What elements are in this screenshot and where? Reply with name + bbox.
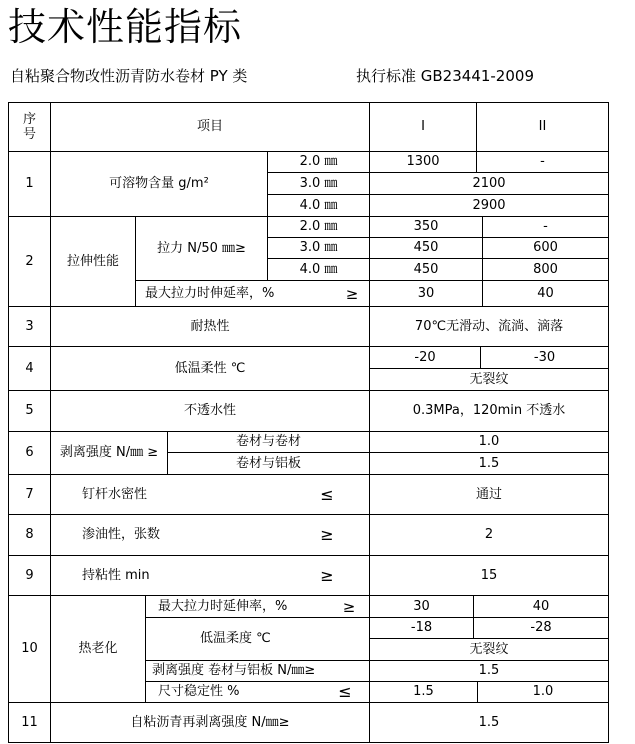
row11-no: 11 [21, 714, 38, 730]
row9-no: 9 [25, 567, 34, 583]
row10-sub-2-value: 无裂纹 [469, 641, 509, 657]
row4-value-b: -30 [533, 349, 556, 365]
row9-operator: ≥ [320, 565, 334, 585]
row2-value-2b: 600 [533, 240, 558, 255]
row1-value-2: 2100 [472, 175, 506, 191]
row2-value-3b: 800 [533, 261, 558, 277]
item-header: 项目 [196, 119, 223, 134]
row4-value: 无裂纹 [469, 371, 509, 387]
row2-thickness-1: 2.0 ㎜ [299, 219, 338, 234]
row4-no: 4 [25, 360, 34, 376]
col1-header: I [421, 119, 425, 134]
row11-name: 自粘沥青再剥离强度 N/㎜≥ [130, 714, 290, 730]
product-name: 自粘聚合物改性沥青防水卷材 PY 类 [10, 67, 248, 85]
row2-value-1b: - [543, 219, 548, 234]
row10-sub-3-value: 1.5 [478, 663, 500, 678]
seq-header-1: 序 [22, 112, 36, 127]
row9-name: 持粘性 min [82, 567, 150, 583]
row10-sub-1-b: 40 [532, 598, 550, 614]
row2-elongation-label: 最大拉力时伸延率，% [145, 285, 275, 301]
row7-operator: ≤ [320, 484, 334, 504]
row10-sub-1-a: 30 [413, 598, 430, 614]
row8-no: 8 [25, 527, 34, 542]
row6-value-2: 1.5 [478, 455, 500, 471]
row7-value: 通过 [475, 486, 502, 502]
row2-value-1a: 350 [413, 219, 439, 234]
row10-sub-1-operator: ≥ [342, 597, 356, 616]
row2-no: 2 [25, 253, 34, 269]
row2-value-3a: 450 [413, 261, 439, 277]
row10-sub-2-b: -28 [530, 620, 552, 635]
row11-value: 1.5 [478, 714, 500, 730]
row7-no: 7 [25, 486, 34, 502]
row7-name: 钉杆水密性 [82, 486, 148, 502]
col2-header: II [538, 119, 547, 134]
row6-sub-2: 卷材与铝板 [235, 455, 301, 471]
row2-elongation-operator: ≥ [345, 284, 359, 303]
row9-value: 15 [480, 567, 498, 583]
row10-sub-2-a: -18 [410, 620, 433, 635]
row10-sub-4-a: 1.5 [413, 684, 434, 699]
row1-thickness-1: 2.0 ㎜ [299, 154, 338, 169]
row1-value-1b: - [540, 154, 545, 169]
row1-thickness-2: 3.0 ㎜ [299, 175, 338, 191]
row5-no: 5 [25, 403, 34, 418]
row6-no: 6 [25, 445, 34, 460]
row1-no: 1 [25, 176, 34, 191]
row3-name: 耐热性 [190, 318, 230, 334]
row4-value-a: -20 [414, 349, 436, 365]
row10-sub-1: 最大拉力时延伸率，% [158, 598, 288, 614]
row8-value: 2 [484, 527, 494, 542]
page-title: 技术性能指标 [8, 5, 243, 49]
row8-name: 渗油性，张数 [82, 527, 161, 542]
row1-value-1a: 1300 [406, 154, 440, 169]
standard-label: 执行标准 GB23441-2009 [356, 67, 534, 85]
row10-name: 热老化 [78, 641, 118, 656]
row6-name: 剥离强度 N/㎜ ≥ [59, 445, 159, 460]
row10-no: 10 [21, 641, 38, 656]
row10-sub-2: 低温柔度 ℃ [200, 631, 271, 646]
row2-name: 拉伸性能 [66, 253, 119, 269]
row1-value-3: 2900 [472, 197, 506, 213]
row2-elongation-b: 40 [537, 285, 554, 301]
seq-header [9, 103, 50, 151]
row2-thickness-3: 4.0 ㎜ [299, 261, 338, 277]
row6-value-1: 1.0 [478, 434, 500, 449]
row3-no: 3 [25, 318, 34, 334]
row2-elongation-a: 30 [417, 285, 435, 301]
row3-value: 70℃无滑动、流淌、滴落 [414, 318, 564, 334]
row10-sub-4: 尺寸稳定性 % [158, 684, 240, 699]
row5-value: 0.3MPa，120min 不透水 [412, 403, 566, 418]
row8-operator: ≥ [320, 525, 334, 544]
row1-thickness-3: 4.0 ㎜ [299, 197, 338, 213]
row10-sub-4-operator: ≤ [338, 682, 352, 701]
row2-thickness-2: 3.0 ㎜ [299, 240, 338, 255]
row4-name: 低温柔性 ℃ [174, 360, 246, 376]
row5-name: 不透水性 [183, 403, 236, 418]
row6-sub-1: 卷材与卷材 [235, 434, 301, 449]
row10-sub-4-b: 1.0 [532, 684, 554, 699]
row2-force-label: 拉力 N/50 ㎜≥ [157, 240, 246, 256]
seq-header-2: 号 [22, 127, 36, 142]
row2-value-2a: 450 [413, 240, 439, 255]
row1-name: 可溶物含量 g/m² [109, 176, 209, 191]
row10-sub-3: 剥离强度 卷材与铝板 N/㎜≥ [152, 663, 316, 678]
